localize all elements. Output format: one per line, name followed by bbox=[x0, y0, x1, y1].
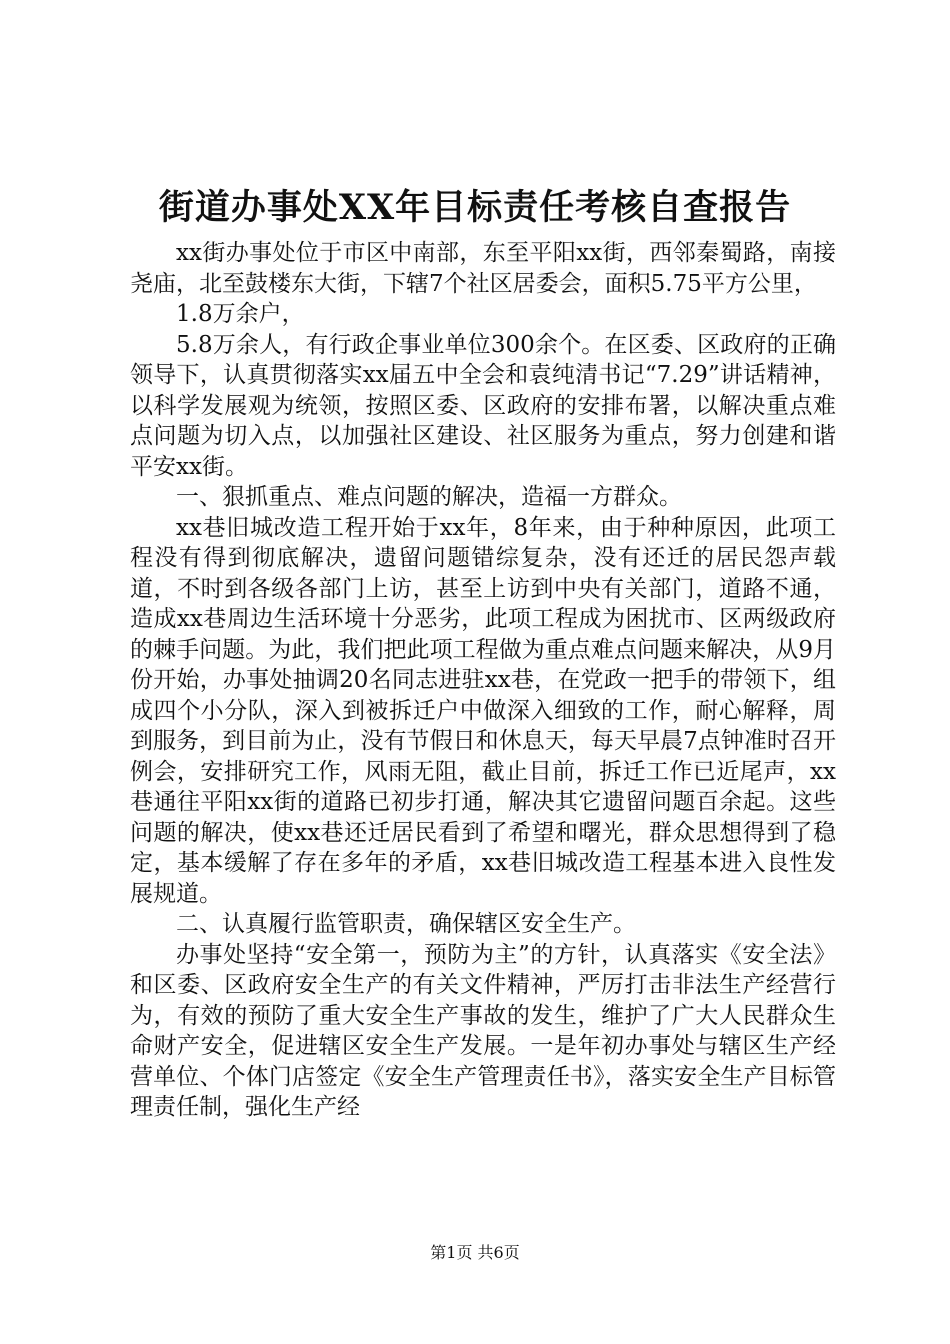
document-title: 街道办事处XX年目标责任考核自查报告 bbox=[158, 187, 792, 228]
document-body bbox=[130, 238, 836, 1123]
section-heading-two: 二、认真履行监管职责，确保辖区安全生产。 bbox=[176, 911, 636, 937]
paragraph-households: 1.8万余户， bbox=[176, 301, 305, 327]
paragraph-population: 5.8万余人，有行政企事业单位300余个。在区委、区政府的正确领导下，认真贯彻落实xx届五中全会和袁纯清书记“7.29”讲话精神，以科学发展观为统领，按照区委、区政府的安排布署，以解决重点难点问题为切入点，以加强社区建设、社区服务为重点，努力创建和谐平安xx街。 bbox=[130, 331, 836, 480]
section-heading-one: 一、狠抓重点、难点问题的解决，造福一方群众。 bbox=[176, 484, 682, 510]
paragraph-intro: xx街办事处位于市区中南部，东至平阳xx街，西邻秦蜀路，南接尧庙，北至鼓楼东大街，下辖7个社区居委会，面积5.75平方公里， bbox=[130, 240, 836, 297]
paragraph-renovation: xx巷旧城改造工程开始于xx年，8年来，由于种种原因，此项工程没有得到彻底解决，遗留问题错综复杂，没有还迁的居民怨声载道，不时到各级各部门上访，甚至上访到中央有关部门，道路不通，造成xx巷周边生活环境十分恶劣，此项工程成为困扰市、区两级政府的棘手问题。为此，我们把此项工程做为重点难点问题来解决，从9月份开始，办事处抽调20名同志进驻xx巷，在党政一把手的带领下，组成四个小分队，深入到被拆迁户中做深入细致的工作，耐心解释，周到服务，到目前为止，没有节假日和休息天，每天早晨7点钟准时召开例会，安排研究工作，风雨无阻，截止目前，拆迁工作已近尾声，xx巷通往平阳xx街的道路已初步打通，解决其它遗留问题百余起。这些问题的解决，使xx巷还迁居民看到了希望和曙光，群众思想得到了稳定，基本缓解了存在多年的矛盾，xx巷旧城改造工程基本进入良性发展规道。 bbox=[130, 514, 836, 907]
page-number-footer: 第1页 共6页 bbox=[430, 1243, 520, 1262]
paragraph-safety: 办事处坚持“安全第一，预防为主”的方针，认真落实《安全法》和区委、区政府安全生产的有关文件精神，严厉打击非法生产经营行为，有效的预防了重大安全生产事故的发生，维护了广大人民群众生命财产安全，促进辖区安全生产发展。一是年初办事处与辖区生产经营单位、个体门店签定《安全生产管理责任书》，落实安全生产目标管理责任制，强化生产经 bbox=[130, 941, 836, 1120]
